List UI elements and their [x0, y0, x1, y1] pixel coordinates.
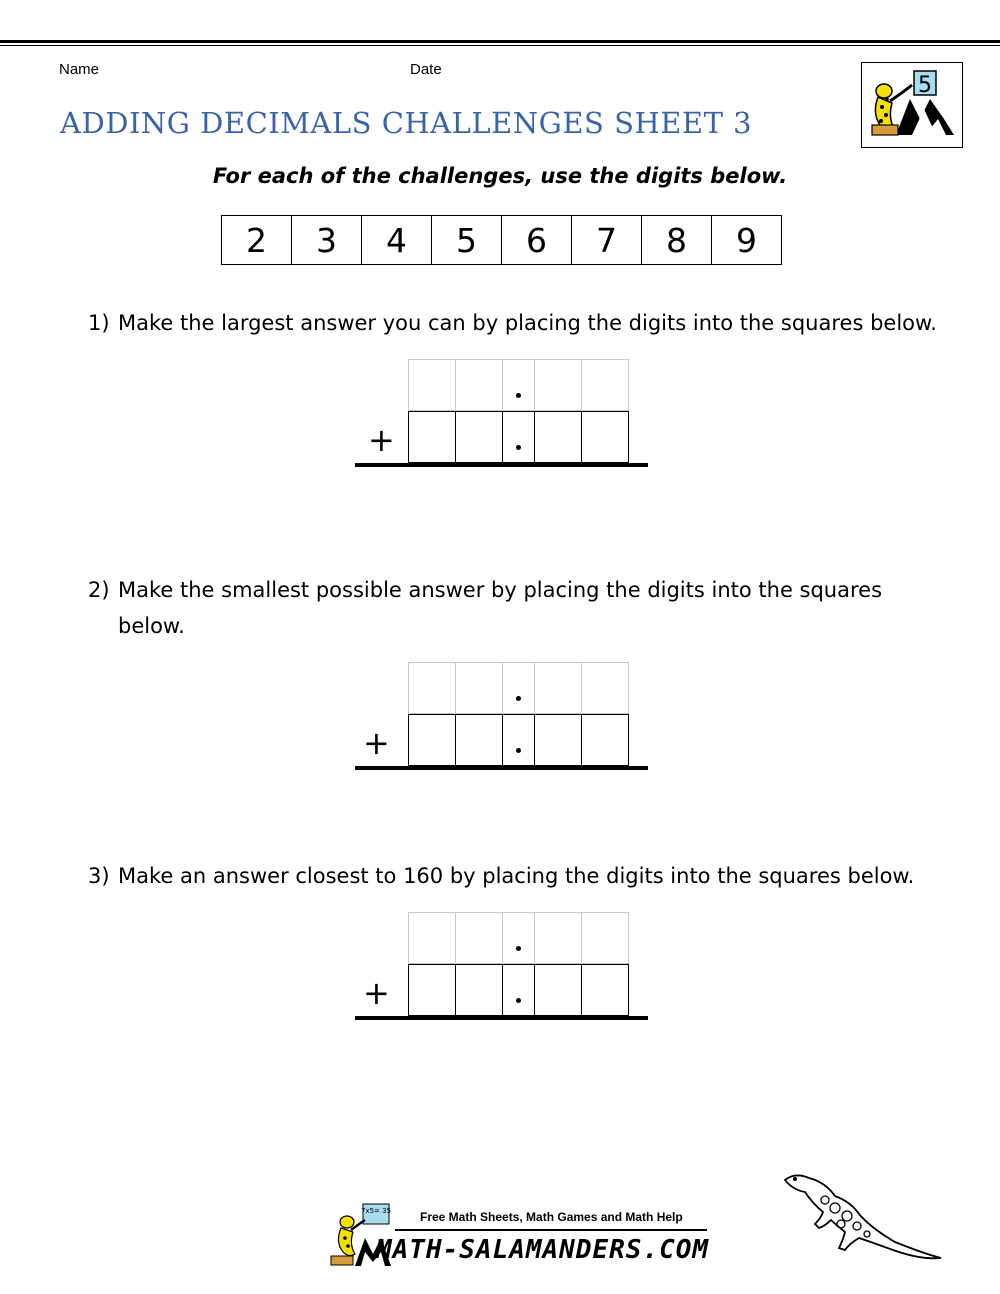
- answer-grid-2: [408, 662, 644, 766]
- top-rule: [0, 40, 1000, 43]
- answer-square[interactable]: [581, 359, 629, 411]
- decimal-point: [502, 411, 535, 463]
- answer-square[interactable]: [581, 714, 629, 766]
- plus-sign: +: [363, 724, 390, 762]
- answer-line: [355, 463, 648, 467]
- question-3: [88, 858, 968, 894]
- date-label: Date: [410, 61, 442, 78]
- answer-square[interactable]: [534, 714, 582, 766]
- grade-badge-number: 5: [918, 73, 932, 98]
- digit-cell: 7: [572, 216, 642, 264]
- digit-cell: 3: [292, 216, 362, 264]
- instruction-text: For each of the challenges, use the digits below.: [212, 164, 788, 188]
- salamander-doodle: [775, 1168, 945, 1268]
- answer-grid-3: [408, 912, 644, 1016]
- page-title: ADDING DECIMALS CHALLENGES SHEET 3: [60, 106, 753, 140]
- answer-square[interactable]: [534, 912, 582, 964]
- plus-sign: +: [363, 974, 390, 1012]
- footer-brand: MATH-SALAMANDERS.COM: [376, 1235, 710, 1265]
- digit-cell: 6: [502, 216, 572, 264]
- answer-square[interactable]: [455, 714, 503, 766]
- answer-square[interactable]: [408, 714, 456, 766]
- answer-line: [355, 766, 648, 770]
- digit-cell: 4: [362, 216, 432, 264]
- answer-square[interactable]: [408, 912, 456, 964]
- digit-cell: 9: [736, 220, 757, 260]
- question-number: 2): [88, 578, 110, 602]
- answer-square[interactable]: [455, 662, 503, 714]
- answer-square[interactable]: [408, 964, 456, 1016]
- question-2: [88, 572, 968, 644]
- answer-square[interactable]: [455, 411, 503, 463]
- answer-grid-1: [408, 359, 644, 463]
- decimal-point: [502, 964, 535, 1016]
- answer-square[interactable]: [408, 359, 456, 411]
- answer-square[interactable]: [408, 662, 456, 714]
- answer-square[interactable]: [408, 411, 456, 463]
- decimal-point: [502, 714, 535, 766]
- digit-bank: [221, 215, 782, 265]
- digit-cell: 5: [432, 216, 502, 264]
- name-label: Name: [59, 61, 100, 78]
- answer-square[interactable]: [534, 411, 582, 463]
- grade-logo: [861, 62, 963, 148]
- question-1: [88, 305, 968, 341]
- decimal-point: [502, 912, 535, 964]
- digit-cell: 8: [642, 216, 712, 264]
- question-text: Make an answer closest to 160 by placing the digits into the squares below.: [118, 864, 915, 888]
- question-text: Make the smallest possible answer by placing the digits into the squares below.: [118, 578, 883, 638]
- footer-tagline: Free Math Sheets, Math Games and Math Help: [420, 1210, 683, 1224]
- answer-line: [355, 1016, 648, 1020]
- question-number: 3): [88, 864, 110, 888]
- answer-square[interactable]: [455, 912, 503, 964]
- footer-rule: [395, 1229, 707, 1231]
- plus-sign: +: [368, 421, 395, 459]
- question-text: Make the largest answer you can by placing the digits into the squares below.: [118, 311, 937, 335]
- decimal-point: [502, 359, 535, 411]
- salamander-logo-icon: [862, 63, 962, 147]
- answer-square[interactable]: [581, 964, 629, 1016]
- answer-square[interactable]: [581, 912, 629, 964]
- question-number: 1): [88, 311, 110, 335]
- decimal-point: [502, 662, 535, 714]
- answer-square[interactable]: [455, 964, 503, 1016]
- top-rule-thin: [0, 45, 1000, 46]
- answer-square[interactable]: [581, 662, 629, 714]
- salamander-outline-icon: [775, 1168, 945, 1268]
- answer-square[interactable]: [455, 359, 503, 411]
- answer-square[interactable]: [534, 662, 582, 714]
- answer-square[interactable]: [534, 964, 582, 1016]
- digit-cell: 2: [222, 216, 292, 264]
- answer-square[interactable]: [534, 359, 582, 411]
- logo-card-text: 7x5= 35: [360, 1207, 392, 1215]
- answer-square[interactable]: [581, 411, 629, 463]
